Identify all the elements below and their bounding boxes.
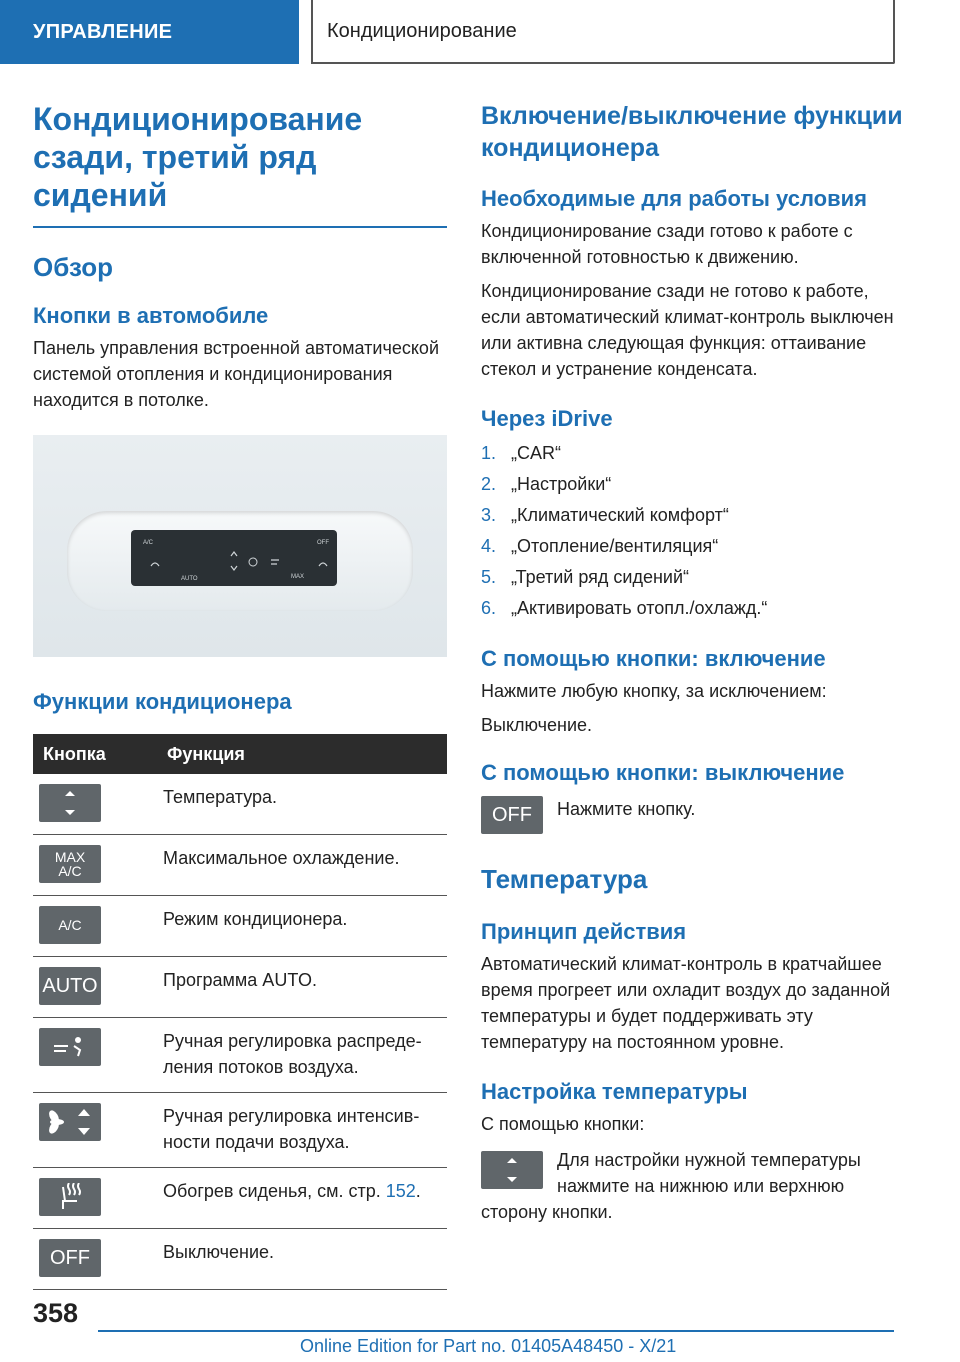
control-panel-buttons — [131, 530, 337, 586]
ac-icon — [39, 906, 101, 944]
buttons-text: Панель управления встроенной автоматической системой отопления и кондиционирования находится в потолке. — [33, 338, 439, 410]
footer-divider — [98, 1330, 894, 1332]
col-button-header: Кнопка — [33, 734, 157, 774]
table-row — [33, 1018, 447, 1093]
ceiling-panel-photo — [33, 435, 447, 657]
table-header-row — [33, 734, 447, 774]
table-row — [33, 896, 447, 957]
page-reference-link[interactable]: 152 — [385, 1181, 416, 1201]
svg-text:MAX: MAX — [291, 574, 305, 580]
setting-text-1: С помощью кнопки: — [481, 1114, 645, 1134]
off-label: OFF — [492, 803, 532, 826]
svg-text:A/C: A/C — [143, 540, 154, 546]
title-divider — [33, 226, 447, 228]
step-text: „Настройки“ — [511, 474, 612, 494]
step-number: 2. — [481, 474, 497, 494]
svg-text:OFF: OFF — [317, 540, 329, 546]
step-number: 6. — [481, 598, 497, 618]
max-ac-icon — [39, 845, 101, 883]
function-text: Максимальное охлаждение. — [157, 835, 447, 896]
step-number: 3. — [481, 505, 497, 525]
functions-table — [33, 734, 447, 1290]
setting-heading: Настройка температуры — [481, 1079, 748, 1104]
table-row — [33, 1229, 447, 1290]
off-label: OFF — [50, 1247, 90, 1269]
button-on-text-2: Выключение. — [481, 715, 593, 735]
chapter-header — [311, 0, 895, 64]
fan-intensity-icon — [39, 1103, 101, 1141]
table-row — [33, 957, 447, 1018]
list-item — [481, 469, 911, 500]
function-text — [157, 1168, 447, 1229]
temperature-heading: Температура — [481, 864, 648, 894]
section-label: УПРАВЛЕНИЕ — [33, 20, 173, 43]
table-row — [33, 1168, 447, 1229]
conditions-text-1: Кондиционирование сзади готово к работе с включенной готовностью к движению. — [481, 221, 853, 267]
list-item — [481, 531, 911, 562]
button-on-heading: С помощью кнопки: включение — [481, 646, 826, 671]
air-distribution-icon — [39, 1028, 101, 1066]
table-row — [33, 835, 447, 896]
temperature-arrows-icon — [39, 784, 101, 822]
overview-heading: Обзор — [33, 252, 113, 282]
function-text: Программа AUTO. — [157, 957, 447, 1018]
step-number: 4. — [481, 536, 497, 556]
setting-text-2: Для настройки нужной температуры нажмите на нижнюю или верхнюю сторону кнопки. — [481, 1150, 861, 1222]
list-item — [481, 562, 911, 593]
seat-heating-icon — [39, 1178, 101, 1216]
step-text: „CAR“ — [511, 443, 561, 463]
idrive-steps — [481, 438, 911, 624]
ac-sub-label: A/C — [58, 863, 82, 879]
off-icon — [39, 1239, 101, 1277]
button-off-heading: С помощью кнопки: выключение — [481, 760, 845, 785]
function-text: Ручная регулировка интенсивности подачи воздуха. — [157, 1093, 447, 1168]
step-text: „Активировать отопл./охлажд.“ — [511, 598, 768, 618]
function-text: Ручная регулировка распределения потоков воздуха. — [157, 1018, 447, 1093]
list-item — [481, 438, 911, 469]
left-column — [33, 100, 447, 1290]
list-item — [481, 500, 911, 531]
svg-text:AUTO: AUTO — [181, 576, 198, 582]
max-label: MAX — [54, 849, 86, 865]
edition-text: Online Edition for Part no. 01405A48450 - X/21 — [300, 1336, 677, 1356]
function-text: Режим кондиционера. — [157, 896, 447, 957]
principle-text: Автоматический климат-контроль в кратчайшее время прогреет или охладит воздух до заданной температуры и будет поддерживать эту температуру на постоянном уровне. — [481, 954, 891, 1052]
conditions-heading: Необходимые для работы условия — [481, 186, 867, 211]
conditions-text-2: Кондиционирование сзади не готово к работе, если автоматический климат-контроль выключен или активна следующая функция: оттаивание стекол и устранение конденсата. — [481, 281, 894, 379]
function-text: Выключение. — [157, 1229, 447, 1290]
step-number: 5. — [481, 567, 497, 587]
button-off-row — [481, 796, 911, 834]
auto-icon — [39, 967, 101, 1005]
function-text: Температура. — [157, 774, 447, 835]
functions-heading: Функции кондиционера — [33, 689, 292, 714]
button-off-text: Нажмите кнопку. — [557, 799, 696, 819]
section-tab — [0, 0, 299, 64]
button-on-text-1: Нажмите любую кнопку, за исключением: — [481, 681, 827, 701]
chapter-label: Кондиционирование — [327, 19, 517, 42]
auto-label: AUTO — [42, 975, 98, 997]
temperature-arrows-icon — [481, 1151, 543, 1189]
col-function-header: Функция — [157, 734, 447, 774]
ac-label: A/C — [58, 917, 82, 933]
right-column — [481, 100, 911, 1225]
table-row — [33, 774, 447, 835]
step-text: „Отопление/вентиляция“ — [511, 536, 719, 556]
idrive-heading: Через iDrive — [481, 406, 613, 431]
setting-row — [481, 1147, 911, 1225]
buttons-heading: Кнопки в автомобиле — [33, 303, 269, 328]
onoff-heading: Включение/выключение функции кондиционера — [481, 102, 903, 162]
step-text: „Климатический комфорт“ — [511, 505, 729, 525]
seat-heating-tail: . — [415, 1181, 421, 1201]
off-icon — [481, 796, 543, 834]
page-number: 358 — [33, 1298, 79, 1328]
ceiling-console — [67, 511, 413, 611]
principle-heading: Принцип действия — [481, 919, 687, 944]
table-row — [33, 1093, 447, 1168]
list-item — [481, 593, 911, 624]
seat-heating-text: Обогрев сиденья, см. стр. — [163, 1181, 386, 1201]
page-title: Кондиционирование сзади, третий ряд сидений — [33, 101, 363, 213]
step-number: 1. — [481, 443, 497, 463]
control-panel — [131, 530, 337, 586]
step-text: „Третий ряд сидений“ — [511, 567, 690, 587]
